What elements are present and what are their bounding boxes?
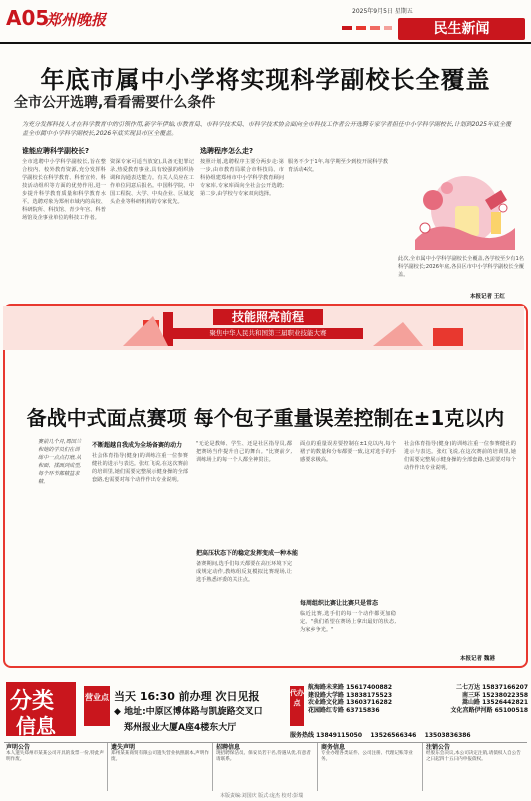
paper-logo: 郑州晚报 [46,11,107,29]
feature-reporter: 本报记者 魏港 [460,656,495,662]
feature-subheading-1: 不断超越自我成为全场备赛的动力 [92,442,183,449]
classified-ad [4,743,108,791]
agent-entry: 农业路文化路 13603716282 [308,699,393,706]
classified-ad [424,743,526,791]
ad-heading: 注销公告 [426,744,451,751]
ad-text: 现招聘保洁员、保安员若干名,待遇从优,有意者请联系。 [216,751,311,762]
agent-entry: 二七万达 15837166207 [455,684,528,691]
feature-text-1: 社会体育指导(健身)的训练注重一位参赛健社的进示与表达。张红飞说,在这次赛前的培训里,她们需要完整展示健身操的全部套路,也需要对每个动作作出专业说明。 [92,453,188,483]
ad-text: 郑州某某商贸有限公司遗失营业执照副本,声明作废。 [111,751,209,762]
column-text-1: 全市选聘中小学科学副校长,旨在整合校内、校外教育资源,充分发挥科学副校长在科学教育、科普宣传、科技活动组织等方面的优势作用,进一步提升科学教育质量和科学教育水平。选聘对象为郑州市域内的高校、科研院所、科技馆、青少年宫、科普场馆及企事业单位的科技工作者。 [22,159,106,221]
article-reporter: 本报记者 王红 [470,294,505,300]
feature-subheading-3: 每周组织比赛让比赛只是常态 [300,600,379,607]
article-lead: 为充分发挥科技人才在科学教育中的引领作用,新学年伊始,市教育局、市科学技术局、市科学技术协会面向全市科技工作者公开选聘专家学者担任中小学科学副校长,计划到2025年底全覆盖全市属中小学科学副校长,2026年底实现县市区全覆盖。 [22,121,511,137]
address-line-1 [114,704,263,717]
ad-heading: 声明公告 [6,744,31,751]
ad-text: 本人遗失郑州市某某公司开具的发票一份,特此声明作废。 [6,751,104,762]
address-text-1: 地址:中原区博体路与凯旋路交叉口 [124,707,263,717]
classified-ads [4,742,527,790]
section-title: 民生新闻 [398,18,525,40]
agent-entry: 航海路未来路 15617400882 [308,684,393,691]
feature-text-5: 临近比赛,选手们的每一个动作都更加稳定。"我们希望在赛场上拿出最好的状态,为家乡争光。" [300,611,396,633]
agent-row [308,699,528,707]
column-heading-procedure: 选聘程序怎么走? [200,147,254,155]
science-lab-illustration [395,155,525,285]
hotline-3: 13503836386 [424,732,471,739]
feature-side-intro: 赛前几个月,周国兰和她的学员们在训练中一点点打磨,从和面、揉面到成型,每个环节都精益求精。 [38,439,82,485]
hotline-2: 13526566346 [370,732,417,739]
feature-subheading-2: 把高压状态下的稳定发挥变成一种本能 [196,550,299,557]
agent-entry: 南三环 15238022358 [461,691,528,699]
classifieds-logo [6,682,76,736]
agent-label: 代办点 [290,686,304,726]
hotline-1: 服务热线 13849115050 [290,732,363,739]
banner-subtitle: 聚焦中华人民共和国第三届职业技能大赛 [173,328,363,339]
classified-ad [109,743,213,791]
column-text-2: 资深专家可适当放宽),具备无犯罪记录,热爱教育事业,具有较强的组织协调和沟通表达能力。有关人员应在工作单位同意后报名。中国科学院、中国工程院、大学、中央企业、区域龙头企业等科研机构的专家优先。 [110,159,194,205]
ad-heading: 商务信息 [321,744,346,751]
banner-title: 技能照亮前程 [213,309,323,325]
agent-row [308,692,528,700]
agent-entry: 建设路大学路 13838175523 [308,691,393,699]
service-hall-label: 营业点 [84,686,110,726]
ad-text: 经股东会决议,本公司决定注销,请债权人自公告之日起四十五日内申报债权。 [426,751,521,762]
agent-entry: 文化宫路伊河路 65100518 [450,706,528,714]
feature-headline: 备战中式面点赛项 每个包子重量误差控制在±1克以内 [26,406,505,430]
feature-text-2: "无论是教师、学生、还是社区指导员,都把赛场当作提升自己的舞台。"比赛前夕,训练场上的每一个人都全神贯注。 [196,441,292,463]
issue-date: 2025年9月5日 星期五 [352,8,413,15]
classified-ad [319,743,423,791]
classified-ad [214,743,318,791]
column-text-5: 此次,全市属中小学科学副校长全覆盖,各学校至少有1名科学副校长;2026年底,各县区市中小学科学副校长全覆盖。 [398,256,524,278]
feature-text-4: 面点的重量误差要控制在±1克以内,每个褶子的数量和分布都要一致,这对选手的手感要求极高。 [300,441,396,463]
address-line-2: 郑州报业大厦A座4楼东大厅 [124,723,237,733]
page-number: A05 [6,6,50,30]
page-header [0,0,531,44]
page-footer: 本版责编:刘国庆 版式:庞杰 校对:彭瑞 [220,793,304,799]
header-decoration-icon [342,24,392,32]
page-headline: 年底市属中小学将实现科学副校长全覆盖 [40,66,491,94]
ad-heading: 招聘信息 [216,744,241,751]
agent-row [308,707,528,715]
column-heading-eligibility: 谁能应聘科学副校长? [22,147,90,155]
deadline-text: 当天 16:30 前办理 次日见报 [114,690,260,703]
feature-text-3: 备赛期间,选手们每天都要在高压环境下完成规定动作,教练组反复模拟比赛现场,让选手熟悉评委的关注点。 [196,561,292,583]
column-text-3: 按照计划,选聘程序主要分两步走:第一步,由市教育局联合市科技局、市科协组建郑州市中小学科学教育顾问专家库,专家库面向全社会公开选聘;第二步,由学校与专家双向选择。 [200,159,284,197]
feature-banner [3,306,524,350]
feature-text-6: 社会体育指导(健身)的训练注重一位参赛健社的进示与表达。张红飞说,在这次赛前的培训里,她们需要完整展示健身操的全部套路,也需要对每个动作作出专业说明。 [404,441,516,471]
agent-list [308,684,528,714]
ad-heading: 遗失声明 [111,744,136,751]
classifieds-logo-line1: 分类 [10,689,55,714]
agent-entry: 嵩山路 13526442821 [461,699,528,706]
classifieds-logo-line2: 信息 [16,714,56,738]
ad-text: 专业办理各类证件、公司注册、代理记账等业务。 [321,751,413,762]
location-pin-icon: ◆ [114,707,121,717]
page-subheadline: 全市公开选聘,看看需要什么条件 [14,95,216,111]
agent-row [308,684,528,692]
column-text-4: 服务不少于1年,每学期至少到校开展科学教育活动4次。 [288,159,388,173]
agent-entry: 花园路红专路 63715836 [308,706,380,714]
